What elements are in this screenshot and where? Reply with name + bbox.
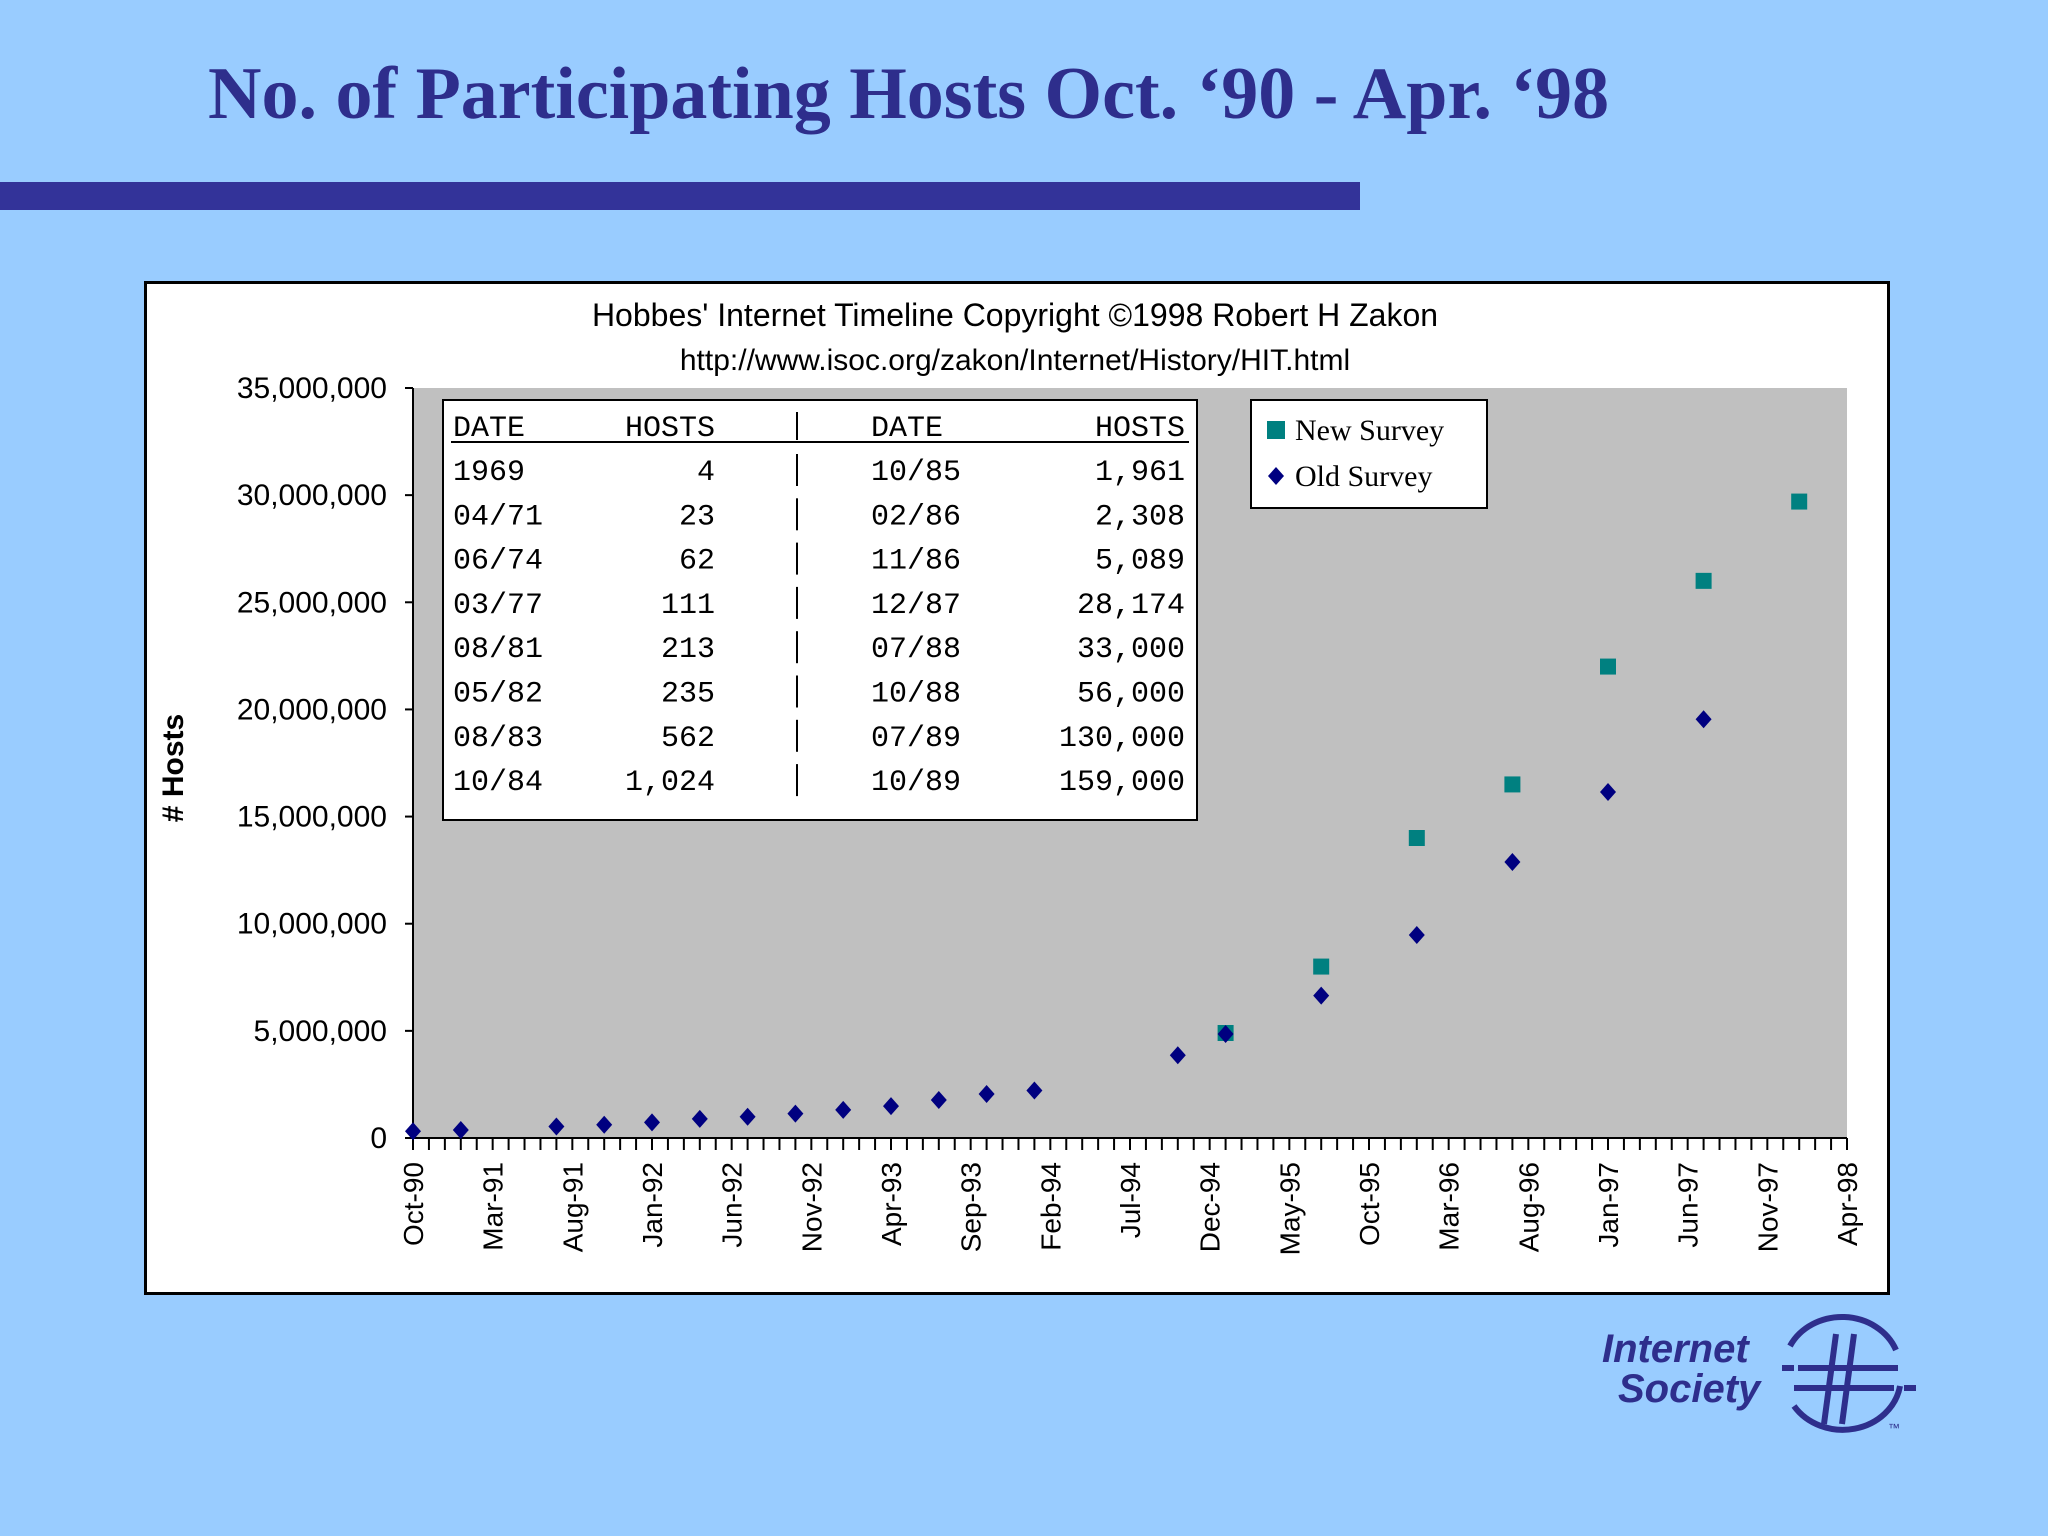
globe-icon [1782, 1317, 1916, 1430]
y-tick-label: 25,000,000 [236, 586, 387, 620]
table-cell: 10/85 [871, 456, 962, 490]
table-cell: 23 [678, 500, 715, 535]
table-cell: 213 [660, 633, 715, 668]
table-header: DATE [453, 412, 526, 446]
y-axis-label: # Hosts [157, 713, 190, 823]
x-tick-label: Apr-98 [1832, 1162, 1863, 1247]
legend-square-icon [1267, 421, 1285, 439]
table-cell: 04/71 [453, 500, 544, 535]
x-tick-label: Apr-93 [876, 1162, 907, 1247]
y-tick-label: 30,000,000 [236, 479, 387, 513]
table-cell: 111 [660, 588, 715, 623]
x-tick-label: Mar-96 [1433, 1162, 1465, 1251]
x-tick-label: Nov-92 [796, 1162, 828, 1253]
new-survey-point [1313, 959, 1329, 975]
table-cell: 2,308 [1094, 500, 1185, 535]
table-header: DATE [871, 412, 944, 446]
logo-line1: Internet [1602, 1327, 1749, 1371]
x-tick-label: Jun-97 [1672, 1162, 1704, 1248]
new-survey-point [1791, 494, 1807, 510]
chart-title: Hobbes' Internet Timeline Copyright ©1998 Robert H Zakon [591, 297, 1439, 333]
table-cell: 12/87 [871, 588, 962, 623]
legend-label: New Survey [1295, 414, 1445, 447]
new-survey-point [1696, 573, 1712, 589]
y-tick-label: 5,000,000 [253, 1014, 387, 1048]
table-cell: 33,000 [1076, 633, 1185, 668]
x-tick-label: Mar-91 [477, 1162, 509, 1251]
logo-line2: Society [1618, 1367, 1761, 1411]
table-header: HOSTS [624, 412, 715, 446]
table-cell: 235 [660, 677, 715, 712]
x-tick-label: Aug-91 [557, 1162, 589, 1253]
y-tick-label: 10,000,000 [236, 907, 387, 941]
table-cell: 562 [660, 721, 715, 756]
table-cell: 03/77 [453, 588, 544, 623]
legend-label: Old Survey [1295, 460, 1433, 493]
x-tick-label: Sep-93 [955, 1162, 987, 1253]
x-tick-label: Jun-92 [716, 1162, 748, 1248]
table-cell: 05/82 [453, 677, 544, 712]
table-header: HOSTS [1094, 412, 1185, 446]
y-tick-label: 20,000,000 [236, 693, 387, 727]
hosts-chart [147, 284, 1887, 1292]
x-tick-label: Jul-94 [1115, 1162, 1146, 1239]
table-cell: 1,961 [1094, 456, 1185, 490]
table-cell: 1,024 [624, 766, 715, 801]
x-tick-label: Oct-95 [1354, 1162, 1385, 1247]
y-tick-label: 15,000,000 [236, 800, 387, 834]
table-cell: 08/83 [453, 721, 544, 756]
table-cell: 06/74 [453, 544, 544, 579]
table-cell: 56,000 [1076, 677, 1185, 712]
table-cell: 28,174 [1076, 588, 1185, 623]
x-tick-label: Aug-96 [1513, 1162, 1545, 1253]
table-cell: 02/86 [871, 500, 962, 535]
table-cell: 10/88 [871, 677, 962, 712]
table-cell: 159,000 [1058, 766, 1185, 801]
x-tick-label: Oct-90 [398, 1162, 429, 1247]
x-tick-label: Nov-97 [1752, 1162, 1784, 1253]
chart-subtitle: http://www.isoc.org/zakon/Internet/History/HIT.html [679, 344, 1351, 377]
x-tick-label: Jan-92 [637, 1162, 668, 1248]
table-cell: 4 [696, 456, 715, 490]
table-cell: 1969 [453, 456, 526, 490]
table-cell: 08/81 [453, 633, 544, 668]
new-survey-point [1409, 830, 1425, 846]
title-rule [0, 182, 1360, 210]
table-cell: 11/86 [871, 544, 962, 579]
chart-frame [144, 281, 1890, 1295]
internet-society-logo [1598, 1306, 1924, 1436]
y-tick-label: 0 [370, 1122, 387, 1155]
inset-table [443, 400, 1197, 820]
x-tick-label: Feb-94 [1035, 1162, 1067, 1251]
table-cell: 130,000 [1058, 721, 1185, 756]
table-cell: 07/88 [871, 633, 962, 668]
slide-title: No. of Participating Hosts Oct. ‘90 - Apr. ‘98 [208, 53, 1610, 135]
x-tick-label: Jan-97 [1593, 1162, 1624, 1248]
table-cell: 07/89 [871, 721, 962, 756]
x-tick-label: May-95 [1274, 1162, 1306, 1256]
table-cell: 62 [678, 544, 715, 579]
table-cell: 5,089 [1094, 544, 1185, 579]
legend [1251, 400, 1487, 508]
x-tick-label: Dec-94 [1194, 1162, 1226, 1253]
table-cell: 10/89 [871, 766, 962, 801]
new-survey-point [1504, 776, 1520, 792]
new-survey-point [1600, 659, 1616, 675]
trademark-mark: ™ [1888, 1421, 1900, 1435]
table-cell: 10/84 [453, 766, 544, 801]
y-tick-label: 35,000,000 [236, 372, 387, 405]
